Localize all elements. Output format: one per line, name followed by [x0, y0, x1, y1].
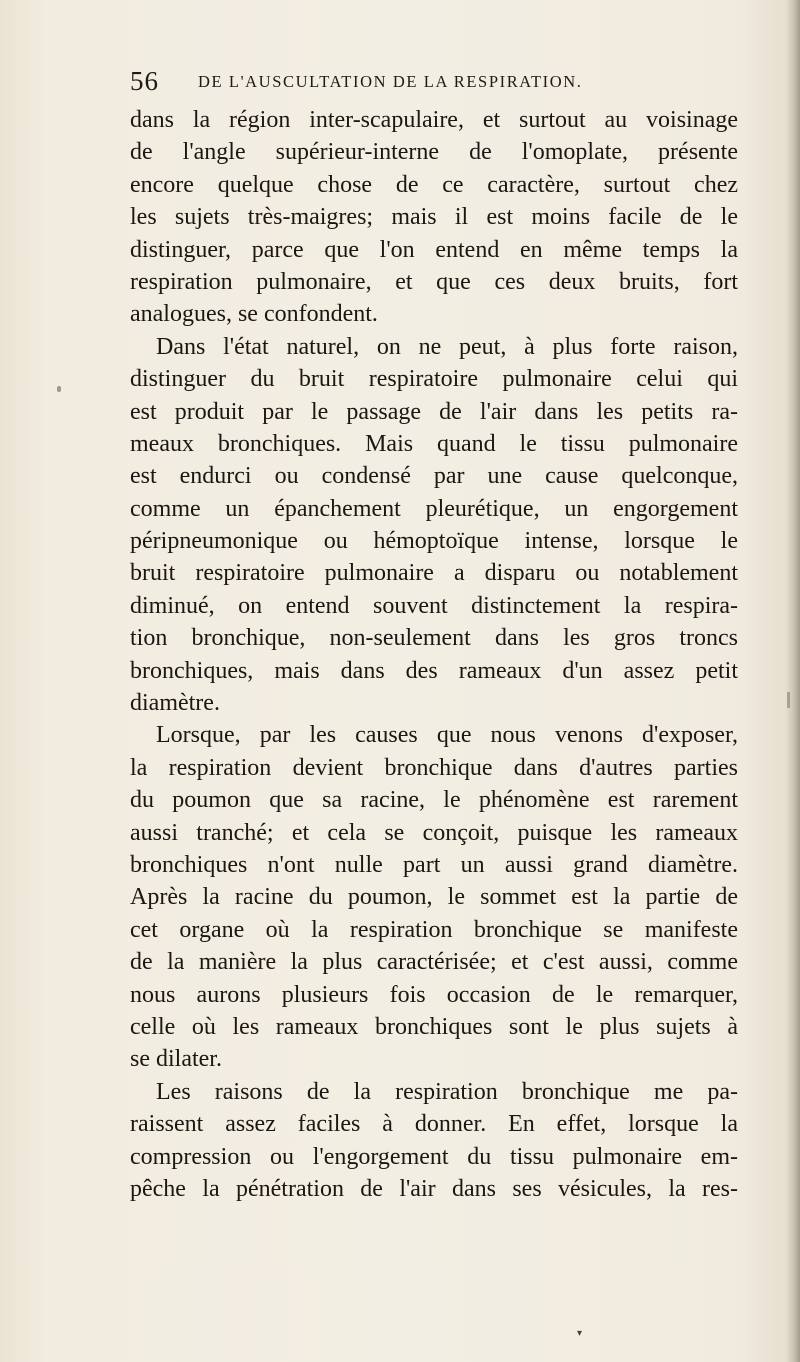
- running-header: [130, 66, 730, 96]
- text-line: distinguer du bruit respiratoire pulmonaire celui qui: [130, 366, 738, 393]
- text-line: cet organe où la respiration bronchique se manifeste: [130, 916, 738, 943]
- text-line: péripneumonique ou hémoptoïque intense, lorsque le: [130, 528, 738, 555]
- text-line: meaux bronchiques. Mais quand le tissu pulmonaire: [130, 430, 738, 457]
- signature-mark-icon: ▾: [577, 1328, 583, 1339]
- text-line: du poumon que sa racine, le phénomène est rarement: [130, 787, 738, 814]
- text-line: celle où les rameaux bronchiques sont le plus sujets à: [130, 1013, 738, 1040]
- text-line: nous aurons plusieurs fois occasion de le remarquer,: [130, 981, 738, 1008]
- text-line: les sujets très-maigres; mais il est moins facile de le: [130, 204, 738, 231]
- page-number: 56: [130, 66, 159, 96]
- text-line: bruit respiratoire pulmonaire a disparu ou notablement: [130, 560, 738, 587]
- text-line: est endurci ou condensé par une cause quelconque,: [130, 463, 738, 490]
- text-line: distinguer, parce que l'on entend en même temps la: [130, 236, 738, 263]
- text-line: comme un épanchement pleurétique, un engorgement: [130, 495, 738, 522]
- text-line: dans la région inter-scapulaire, et surtout au voisinage: [130, 107, 738, 133]
- text-line: aussi tranché; et cela se conçoit, puisque les rameaux: [130, 819, 738, 846]
- running-title: DE L'AUSCULTATION DE LA RESPIRATION.: [198, 72, 583, 91]
- body-text: [130, 104, 738, 1205]
- text-line-paragraph-end: analogues, se confondent.: [130, 301, 378, 328]
- page-edge-shadow: [786, 0, 800, 1362]
- text-line-paragraph-start: Les raisons de la respiration bronchique me pa-: [156, 1078, 738, 1105]
- text-line: de l'angle supérieur-interne de l'omoplate, présente: [130, 139, 738, 166]
- text-line-paragraph-start: Dans l'état naturel, on ne peut, à plus forte raison,: [156, 333, 738, 360]
- text-line: bronchiques n'ont nulle part un aussi grand diamètre.: [130, 851, 738, 878]
- text-line: diminué, on entend souvent distinctement la respira-: [130, 592, 738, 619]
- text-line-paragraph-end: se dilater.: [130, 1046, 222, 1073]
- text-line: bronchiques, mais dans des rameaux d'un assez petit: [130, 657, 738, 684]
- text-line: la respiration devient bronchique dans d'autres parties: [130, 754, 738, 781]
- text-line-paragraph-end: diamètre.: [130, 690, 220, 717]
- text-line: de la manière la plus caractérisée; et c'est aussi, comme: [130, 949, 738, 976]
- text-line: est produit par le passage de l'air dans les petits ra-: [130, 398, 738, 425]
- text-line: compression ou l'engorgement du tissu pulmonaire em-: [130, 1143, 738, 1170]
- paper-speck: [57, 386, 61, 392]
- text-line: encore quelque chose de ce caractère, surtout chez: [130, 171, 738, 198]
- text-line: pêche la pénétration de l'air dans ses vésicules, la res-: [130, 1175, 738, 1202]
- text-line: raissent assez faciles à donner. En effet, lorsque la: [130, 1111, 738, 1138]
- text-line: tion bronchique, non-seulement dans les gros troncs: [130, 625, 738, 652]
- text-line: respiration pulmonaire, et que ces deux bruits, fort: [130, 268, 738, 295]
- text-line: Après la racine du poumon, le sommet est la partie de: [130, 884, 738, 911]
- text-line-paragraph-start: Lorsque, par les causes que nous venons d'exposer,: [156, 722, 738, 749]
